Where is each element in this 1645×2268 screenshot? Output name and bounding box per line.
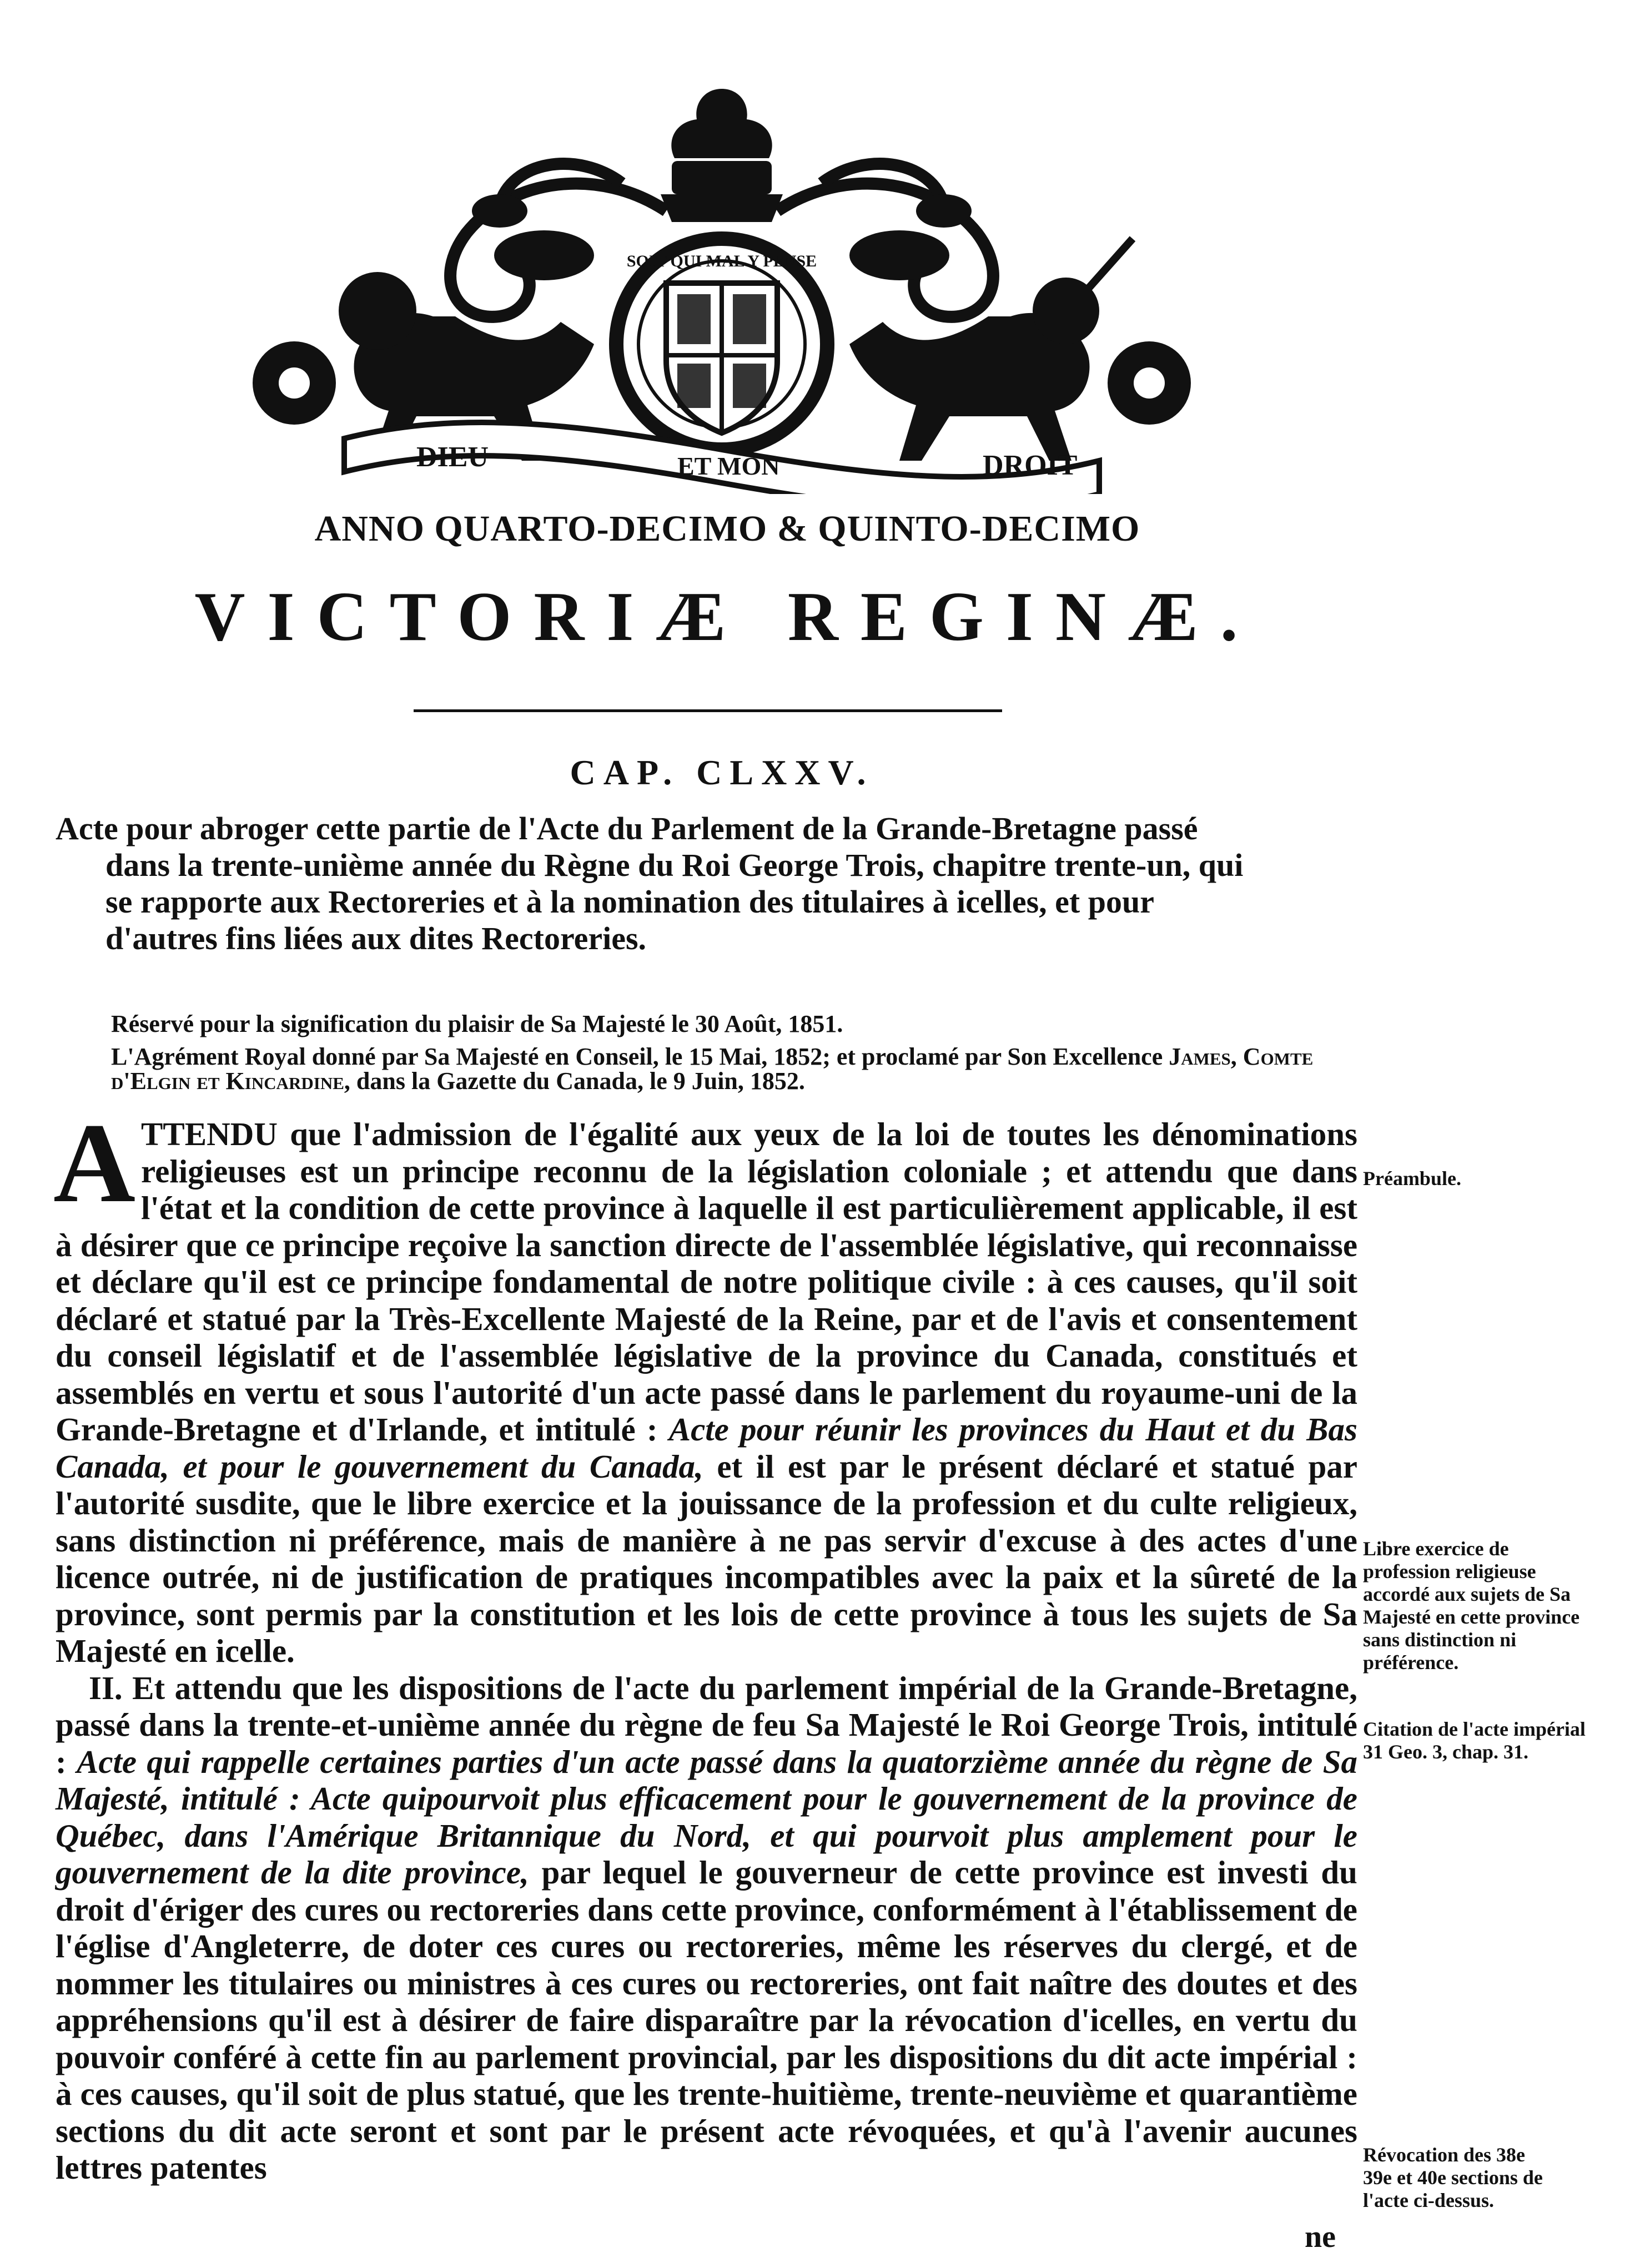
royal-coat-of-arms [233, 83, 1210, 494]
act-citation-italic: Acte pour réunir les provinces du Haut et du Bas Canada, et pour le gouvernement du Canada, [56, 1411, 1357, 1485]
paragraph-text: II. Et attendu que les dispositions de l'acte du parlement impérial de la Grande-Bretagne, passé dans la trente-et-unième année du règne de feu Sa Majesté le Roi George Trois, intitulé : [56, 1669, 1357, 1780]
reign-heading: VICTORIÆ REGINÆ. [194, 578, 1260, 656]
royal-assent-text-end: dans la Gazette du Canada, le 9 Juin, 1852. [356, 1067, 805, 1095]
sidenote-line: l'acte ci-dessus. [1363, 2189, 1494, 2211]
sidenote-citation: Citation de l'acte impérial 31 Geo. 3, chap. 31. [1363, 1718, 1586, 1763]
act-title-line: se rapporte aux Rectoreries et à la nomination des titulaires à icelles, et pour [105, 884, 1154, 920]
garter-motto: SOIT QUI MAL Y PENSE [626, 252, 817, 270]
paragraph-text: par lequel le gouverneur de cette province est investi du droit d'ériger des cures ou rectoreries dans cette province, conformément à l'établissement de l'église d'Angleterre, de doter ces cures ou rectoreries, même les réserves du clergé, et de nommer les titulaires ou ministres à ces cures ou rectoreries, ont fait naître des doutes et des appréhensions qu'il est à désirer de faire disparaître par la révocation d'icelles, en vertu du pouvoir conféré à cette fin au parlement provincial, par les dispositions du dit acte impérial : à ces causes, qu'il soit de plus statué, que les trente-huitième, trente-neuvième et quarantième sections du dit acte seront et sont par le présent acte révoquées, et qu'à l'avenir aucunes lettres patentes [56, 1854, 1357, 2186]
chapter-number: CAP. CLXXV. [570, 753, 874, 792]
section-two-paragraph [56, 1670, 1357, 2186]
preamble-paragraph [53, 1100, 1357, 1670]
sidenote-line: Révocation des 38e [1363, 2144, 1525, 2166]
governor-name: James, Comte d'Elgin et Kincardine, [111, 1043, 1314, 1095]
paragraph-text: TTENDU que l'admission de l'égalité aux yeux de la loi de toutes les dénominations religieuses est un principe reconnu de la législation coloniale ; et attendu que dans l'état et la condition de cette province à laquelle il est particulièrement applicable, il est à désirer que ce principe reçoive la sanction directe de l'assemblée législative, qui reconnaisse et déclare qu'il est ce principe fondamental de notre politique civile : à ces causes, qu'il soit déclaré et statué par la Très-Excellente Majesté de la Reine, par et de l'avis et consentement du conseil législatif et de l'assemblée législative de la province du Canada, constitués et assemblés en vertu et sous l'autorité d'un acte passé dans le parlement du royaume-uni de la Grande-Bretagne et d'Irlande, et intitulé : [56, 1116, 1357, 1448]
motto-middle: ET MON [677, 452, 780, 480]
act-citation-italic: Acte qui rappelle certaines parties d'un acte passé dans la quatorzième année du règne de Sa Majesté, intitulé : Acte quipourvoit plus efficacement pour le gouvernement de la province de Québec, dans l'Amérique Britannique du Nord, et qui pourvoit plus amplement pour le gouvernement de la dite province, [56, 1743, 1358, 1891]
act-title-line: d'autres fins liées aux dites Rectoreries. [105, 920, 647, 956]
act-title-line: Acte pour abroger cette partie de l'Acte du Parlement de la Grande-Bretagne passé [56, 810, 1198, 846]
sidenote-preamble: Préambule. [1363, 1167, 1461, 1190]
reservation-note: Réservé pour la signification du plaisir de Sa Majesté le 30 Août, 1851. [111, 1010, 843, 1037]
paragraph-text: et il est par le présent déclaré et statué par l'autorité susdite, que le libre exercice et la jouissance de la profession et du culte religieux, sans distinction ni préférence, mais de manière à ne pas servir d'excuse à des actes d'une licence outrée, ni de justification de pratiques incompatibles avec la paix et la sûreté de la province, sont permis par la constitution et les lois de cette province à tous les sujets de Sa Majesté en icelle. [56, 1448, 1357, 1669]
motto-left: DIEU [416, 441, 489, 473]
royal-assent-text: L'Agrément Royal donné par Sa Majesté en Conseil, le 15 Mai, 1852; et proclamé par Son Excellence [111, 1043, 1163, 1070]
royal-assent-note [111, 1045, 1366, 1093]
sidenote-religious-freedom: Libre exercice de profession religieuse accordé aux sujets de Sa Majesté en cette province sans distinction ni préférence. [1363, 1538, 1580, 1674]
drop-cap: A [53, 1100, 136, 1226]
act-title-line: dans la trente-unième année du Règne du Roi George Trois, chapitre trente-un, qui [105, 847, 1244, 883]
regnal-year-heading: ANNO QUARTO-DECIMO & QUINTO-DECIMO [314, 508, 1140, 549]
sidenote-revocation [1363, 2144, 1596, 2212]
sidenote-line: 39e et 40e sections de [1363, 2166, 1543, 2189]
catchword: ne [1305, 2220, 1336, 2254]
act-title [56, 810, 1371, 957]
act-body [53, 1100, 1358, 2186]
motto-right: DROIT [983, 450, 1078, 481]
heading-divider [414, 709, 1002, 712]
